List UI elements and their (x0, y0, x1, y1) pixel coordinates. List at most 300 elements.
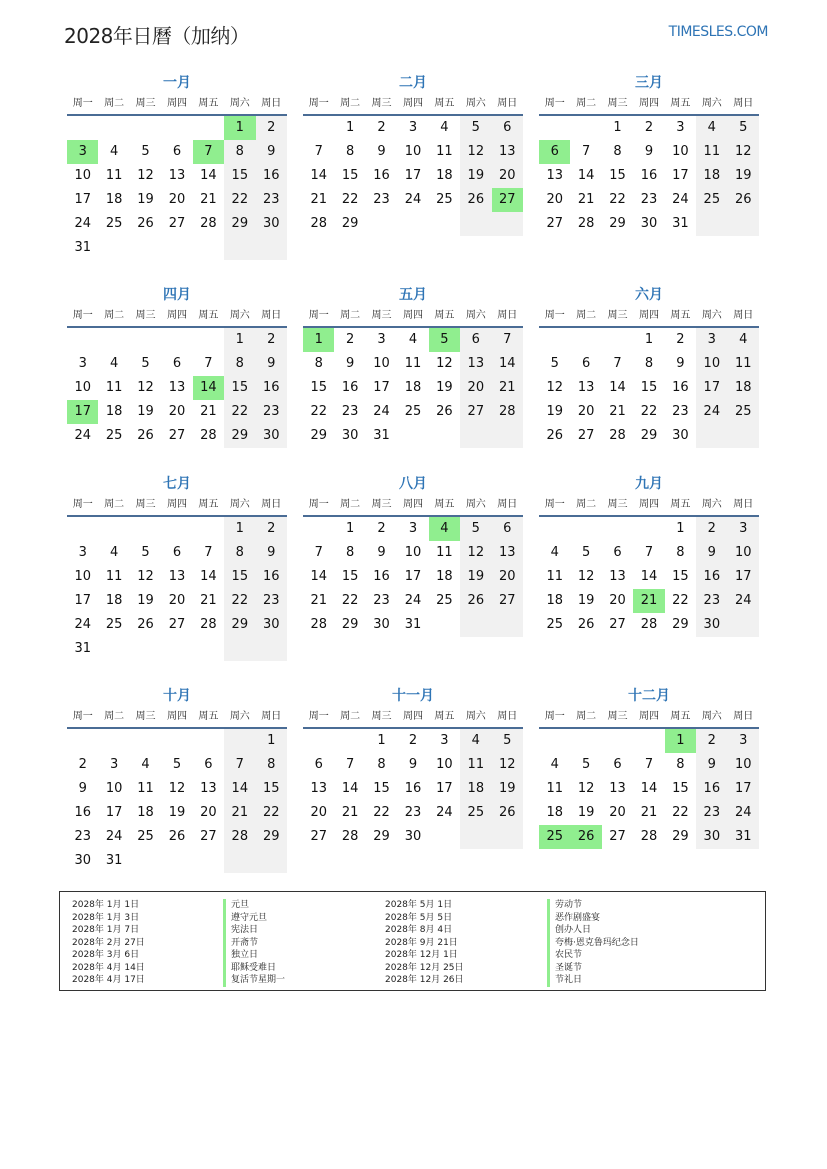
day-cell[interactable]: 11 (696, 140, 727, 164)
day-cell[interactable]: 9 (377, 545, 386, 560)
day-cell[interactable]: 6 (314, 757, 323, 772)
day-cell[interactable]: 3 (676, 120, 685, 135)
day-cell[interactable]: 9 (78, 781, 87, 796)
day-cell[interactable]: 5 (728, 116, 759, 140)
day-cell[interactable]: 31 (404, 617, 422, 632)
day-cell[interactable]: 3 (109, 757, 119, 772)
day-cell[interactable]: 30 (74, 853, 91, 868)
day-cell[interactable]: 27 (609, 829, 626, 844)
day-cell[interactable]: 18 (404, 380, 422, 395)
day-cell[interactable]: 11 (546, 781, 563, 796)
day-cell[interactable]: 27 (168, 617, 186, 632)
day-cell[interactable]: 20 (200, 805, 217, 820)
day-cell[interactable]: 17 (728, 777, 759, 801)
day-cell[interactable]: 19 (577, 593, 595, 608)
day-cell[interactable]: 11 (137, 781, 154, 796)
day-cell[interactable]: 28 (200, 428, 217, 443)
day-cell[interactable]: 12 (577, 781, 595, 796)
day-cell[interactable]: 26 (546, 428, 563, 443)
day-cell[interactable]: 29 (640, 428, 658, 443)
day-cell[interactable]: 1 (256, 729, 287, 753)
day-cell[interactable]: 11 (105, 380, 123, 395)
day-cell[interactable]: 16 (640, 168, 658, 183)
day-cell[interactable]: 30 (672, 428, 689, 443)
day-cell[interactable]: 13 (168, 380, 186, 395)
day-cell[interactable]: 5 (581, 757, 591, 772)
day-cell[interactable]: 25 (105, 428, 123, 443)
day-cell[interactable]: 7 (204, 356, 213, 371)
day-cell[interactable]: 11 (404, 356, 422, 371)
day-cell[interactable]: 27 (460, 400, 491, 424)
day-cell[interactable]: 31 (105, 853, 123, 868)
day-cell[interactable]: 30 (373, 617, 390, 632)
day-cell[interactable]: 14 (640, 781, 658, 796)
day-cell[interactable]: 2 (377, 521, 386, 536)
day-cell[interactable]: 14 (492, 352, 523, 376)
day-cell[interactable]: 23 (74, 829, 91, 844)
day-cell[interactable]: 19 (460, 164, 491, 188)
holiday-day-cell[interactable]: 3 (67, 140, 98, 164)
day-cell[interactable]: 29 (310, 428, 327, 443)
day-cell[interactable]: 29 (224, 424, 255, 448)
day-cell[interactable]: 24 (436, 805, 453, 820)
day-cell[interactable]: 2 (256, 116, 287, 140)
day-cell[interactable]: 6 (204, 757, 213, 772)
day-cell[interactable]: 8 (224, 352, 255, 376)
day-cell[interactable]: 18 (436, 168, 453, 183)
day-cell[interactable]: 28 (310, 216, 327, 231)
day-cell[interactable]: 1 (613, 120, 622, 135)
day-cell[interactable]: 10 (74, 380, 91, 395)
day-cell[interactable]: 21 (200, 593, 217, 608)
day-cell[interactable]: 18 (436, 569, 453, 584)
day-cell[interactable]: 7 (314, 144, 323, 159)
day-cell[interactable]: 16 (373, 168, 390, 183)
day-cell[interactable]: 31 (373, 428, 390, 443)
day-cell[interactable]: 16 (256, 164, 287, 188)
day-cell[interactable]: 5 (141, 356, 150, 371)
day-cell[interactable]: 21 (200, 192, 217, 207)
day-cell[interactable]: 28 (341, 829, 359, 844)
day-cell[interactable]: 20 (609, 593, 626, 608)
day-cell[interactable]: 11 (728, 352, 759, 376)
day-cell[interactable]: 16 (696, 777, 727, 801)
day-cell[interactable]: 22 (341, 192, 359, 207)
day-cell[interactable]: 20 (168, 404, 186, 419)
day-cell[interactable]: 14 (200, 569, 217, 584)
day-cell[interactable]: 2 (78, 757, 87, 772)
day-cell[interactable]: 21 (310, 192, 327, 207)
day-cell[interactable]: 7 (204, 545, 213, 560)
day-cell[interactable]: 8 (377, 757, 386, 772)
day-cell[interactable]: 6 (613, 545, 622, 560)
day-cell[interactable]: 24 (672, 192, 689, 207)
day-cell[interactable]: 3 (696, 328, 727, 352)
day-cell[interactable]: 28 (200, 216, 217, 231)
day-cell[interactable]: 24 (74, 617, 91, 632)
day-cell[interactable]: 29 (609, 216, 626, 231)
day-cell[interactable]: 16 (341, 380, 359, 395)
day-cell[interactable]: 10 (696, 352, 727, 376)
day-cell[interactable]: 20 (492, 164, 523, 188)
day-cell[interactable]: 11 (546, 569, 563, 584)
day-cell[interactable]: 25 (436, 192, 453, 207)
day-cell[interactable]: 6 (172, 144, 182, 159)
day-cell[interactable]: 10 (672, 144, 689, 159)
day-cell[interactable]: 20 (546, 192, 563, 207)
day-cell[interactable]: 2 (377, 120, 386, 135)
day-cell[interactable]: 12 (137, 168, 154, 183)
day-cell[interactable]: 30 (696, 825, 727, 849)
day-cell[interactable]: 26 (577, 617, 595, 632)
day-cell[interactable]: 17 (728, 565, 759, 589)
day-cell[interactable]: 14 (609, 380, 626, 395)
day-cell[interactable]: 15 (640, 380, 658, 395)
holiday-day-cell[interactable]: 26 (570, 825, 601, 849)
day-cell[interactable]: 20 (168, 593, 186, 608)
day-cell[interactable]: 26 (137, 216, 154, 231)
day-cell[interactable]: 19 (168, 805, 186, 820)
day-cell[interactable]: 10 (74, 569, 91, 584)
day-cell[interactable]: 13 (310, 781, 327, 796)
day-cell[interactable]: 4 (408, 332, 418, 347)
day-cell[interactable]: 17 (105, 805, 123, 820)
day-cell[interactable]: 16 (256, 565, 287, 589)
day-cell[interactable]: 13 (609, 781, 626, 796)
day-cell[interactable]: 4 (460, 729, 491, 753)
day-cell[interactable]: 10 (436, 757, 453, 772)
day-cell[interactable]: 4 (109, 144, 119, 159)
day-cell[interactable]: 10 (105, 781, 123, 796)
day-cell[interactable]: 18 (105, 192, 123, 207)
day-cell[interactable]: 31 (728, 825, 759, 849)
day-cell[interactable]: 9 (696, 753, 727, 777)
day-cell[interactable]: 2 (644, 120, 654, 135)
day-cell[interactable]: 18 (728, 376, 759, 400)
day-cell[interactable]: 3 (78, 545, 87, 560)
day-cell[interactable]: 27 (310, 829, 327, 844)
day-cell[interactable]: 21 (609, 404, 626, 419)
day-cell[interactable]: 23 (404, 805, 422, 820)
day-cell[interactable]: 20 (310, 805, 327, 820)
day-cell[interactable]: 6 (613, 757, 622, 772)
day-cell[interactable]: 30 (256, 613, 287, 637)
day-cell[interactable]: 22 (310, 404, 327, 419)
day-cell[interactable]: 15 (224, 376, 255, 400)
day-cell[interactable]: 13 (168, 168, 186, 183)
holiday-day-cell[interactable]: 1 (303, 328, 334, 352)
day-cell[interactable]: 23 (373, 593, 390, 608)
day-cell[interactable]: 15 (672, 569, 689, 584)
day-cell[interactable]: 12 (137, 569, 154, 584)
day-cell[interactable]: 16 (74, 805, 91, 820)
day-cell[interactable]: 8 (644, 356, 654, 371)
day-cell[interactable]: 25 (436, 593, 453, 608)
day-cell[interactable]: 25 (105, 216, 123, 231)
day-cell[interactable]: 21 (640, 805, 658, 820)
day-cell[interactable]: 8 (345, 545, 355, 560)
holiday-day-cell[interactable]: 17 (67, 400, 98, 424)
day-cell[interactable]: 9 (408, 757, 418, 772)
day-cell[interactable]: 3 (408, 120, 418, 135)
day-cell[interactable]: 12 (168, 781, 186, 796)
holiday-day-cell[interactable]: 1 (665, 729, 696, 753)
day-cell[interactable]: 3 (377, 332, 386, 347)
day-cell[interactable]: 30 (256, 212, 287, 236)
day-cell[interactable]: 9 (256, 140, 287, 164)
day-cell[interactable]: 18 (105, 404, 123, 419)
day-cell[interactable]: 18 (460, 777, 491, 801)
day-cell[interactable]: 18 (105, 593, 123, 608)
day-cell[interactable]: 20 (577, 404, 595, 419)
day-cell[interactable]: 31 (74, 240, 91, 255)
day-cell[interactable]: 24 (728, 589, 759, 613)
day-cell[interactable]: 19 (577, 805, 595, 820)
day-cell[interactable]: 26 (460, 188, 491, 212)
day-cell[interactable]: 8 (676, 757, 685, 772)
day-cell[interactable]: 23 (696, 589, 727, 613)
day-cell[interactable]: 7 (492, 328, 523, 352)
day-cell[interactable]: 1 (345, 120, 355, 135)
day-cell[interactable]: 25 (105, 617, 123, 632)
day-cell[interactable]: 16 (256, 376, 287, 400)
day-cell[interactable]: 24 (696, 400, 727, 424)
day-cell[interactable]: 19 (728, 164, 759, 188)
day-cell[interactable]: 25 (696, 188, 727, 212)
day-cell[interactable]: 11 (105, 168, 123, 183)
day-cell[interactable]: 23 (373, 192, 390, 207)
day-cell[interactable]: 19 (436, 380, 453, 395)
day-cell[interactable]: 7 (581, 144, 591, 159)
day-cell[interactable]: 15 (224, 565, 255, 589)
day-cell[interactable]: 27 (609, 617, 626, 632)
day-cell[interactable]: 16 (672, 380, 689, 395)
day-cell[interactable]: 17 (672, 168, 689, 183)
holiday-day-cell[interactable]: 7 (193, 140, 224, 164)
day-cell[interactable]: 16 (696, 565, 727, 589)
day-cell[interactable]: 23 (256, 589, 287, 613)
day-cell[interactable]: 30 (341, 428, 359, 443)
day-cell[interactable]: 10 (404, 144, 422, 159)
day-cell[interactable]: 10 (74, 168, 91, 183)
day-cell[interactable]: 22 (609, 192, 626, 207)
day-cell[interactable]: 5 (492, 729, 523, 753)
day-cell[interactable]: 13 (460, 352, 491, 376)
day-cell[interactable]: 30 (696, 613, 727, 637)
day-cell[interactable]: 17 (696, 376, 727, 400)
day-cell[interactable]: 13 (546, 168, 563, 183)
holiday-day-cell[interactable]: 14 (193, 376, 224, 400)
day-cell[interactable]: 21 (492, 376, 523, 400)
holiday-day-cell[interactable]: 21 (633, 589, 664, 613)
day-cell[interactable]: 8 (613, 144, 622, 159)
day-cell[interactable]: 19 (546, 404, 563, 419)
day-cell[interactable]: 4 (141, 757, 150, 772)
day-cell[interactable]: 15 (224, 164, 255, 188)
day-cell[interactable]: 20 (492, 565, 523, 589)
day-cell[interactable]: 16 (373, 569, 390, 584)
day-cell[interactable]: 8 (224, 541, 255, 565)
day-cell[interactable]: 14 (640, 569, 658, 584)
day-cell[interactable]: 2 (256, 517, 287, 541)
day-cell[interactable]: 5 (460, 517, 491, 541)
day-cell[interactable]: 11 (436, 545, 453, 560)
day-cell[interactable]: 13 (168, 569, 186, 584)
day-cell[interactable]: 10 (728, 541, 759, 565)
day-cell[interactable]: 26 (436, 404, 453, 419)
day-cell[interactable]: 10 (373, 356, 390, 371)
day-cell[interactable]: 9 (377, 144, 386, 159)
day-cell[interactable]: 14 (577, 168, 595, 183)
day-cell[interactable]: 15 (341, 168, 359, 183)
day-cell[interactable]: 11 (105, 569, 123, 584)
day-cell[interactable]: 17 (404, 168, 422, 183)
day-cell[interactable]: 15 (672, 781, 689, 796)
day-cell[interactable]: 14 (310, 569, 327, 584)
day-cell[interactable]: 2 (345, 332, 355, 347)
day-cell[interactable]: 25 (460, 801, 491, 825)
day-cell[interactable]: 1 (676, 521, 685, 536)
day-cell[interactable]: 21 (341, 805, 359, 820)
day-cell[interactable]: 25 (728, 400, 759, 424)
day-cell[interactable]: 29 (341, 617, 359, 632)
day-cell[interactable]: 12 (137, 380, 154, 395)
holiday-day-cell[interactable]: 5 (429, 328, 460, 352)
day-cell[interactable]: 20 (168, 192, 186, 207)
day-cell[interactable]: 12 (728, 140, 759, 164)
day-cell[interactable]: 22 (256, 801, 287, 825)
day-cell[interactable]: 1 (224, 328, 255, 352)
day-cell[interactable]: 19 (137, 192, 154, 207)
day-cell[interactable]: 29 (224, 212, 255, 236)
day-cell[interactable]: 22 (672, 805, 689, 820)
day-cell[interactable]: 28 (310, 617, 327, 632)
day-cell[interactable]: 3 (728, 517, 759, 541)
day-cell[interactable]: 1 (224, 517, 255, 541)
day-cell[interactable]: 4 (550, 545, 559, 560)
day-cell[interactable]: 22 (341, 593, 359, 608)
day-cell[interactable]: 25 (137, 829, 154, 844)
day-cell[interactable]: 17 (373, 380, 390, 395)
day-cell[interactable]: 17 (74, 192, 91, 207)
day-cell[interactable]: 6 (460, 328, 491, 352)
day-cell[interactable]: 9 (676, 356, 685, 371)
day-cell[interactable]: 3 (78, 356, 87, 371)
day-cell[interactable]: 28 (640, 617, 658, 632)
day-cell[interactable]: 9 (696, 541, 727, 565)
day-cell[interactable]: 11 (460, 753, 491, 777)
day-cell[interactable]: 24 (74, 428, 91, 443)
day-cell[interactable]: 9 (644, 144, 654, 159)
day-cell[interactable]: 23 (640, 192, 658, 207)
day-cell[interactable]: 3 (728, 729, 759, 753)
day-cell[interactable]: 4 (109, 356, 119, 371)
day-cell[interactable]: 3 (440, 733, 449, 748)
day-cell[interactable]: 15 (373, 781, 390, 796)
day-cell[interactable]: 5 (141, 144, 150, 159)
day-cell[interactable]: 7 (224, 753, 255, 777)
day-cell[interactable]: 21 (224, 801, 255, 825)
day-cell[interactable]: 29 (341, 216, 359, 231)
day-cell[interactable]: 14 (310, 168, 327, 183)
day-cell[interactable]: 22 (640, 404, 658, 419)
day-cell[interactable]: 9 (256, 541, 287, 565)
day-cell[interactable]: 24 (373, 404, 390, 419)
day-cell[interactable]: 5 (581, 545, 591, 560)
day-cell[interactable]: 26 (137, 428, 154, 443)
day-cell[interactable]: 28 (224, 825, 255, 849)
day-cell[interactable]: 5 (550, 356, 559, 371)
day-cell[interactable]: 26 (137, 617, 154, 632)
day-cell[interactable]: 5 (141, 545, 150, 560)
day-cell[interactable]: 26 (492, 801, 523, 825)
day-cell[interactable]: 2 (408, 733, 418, 748)
day-cell[interactable]: 12 (460, 541, 491, 565)
day-cell[interactable]: 15 (341, 569, 359, 584)
day-cell[interactable]: 27 (546, 216, 563, 231)
day-cell[interactable]: 30 (256, 424, 287, 448)
day-cell[interactable]: 26 (168, 829, 186, 844)
day-cell[interactable]: 29 (224, 613, 255, 637)
day-cell[interactable]: 9 (345, 356, 355, 371)
day-cell[interactable]: 10 (404, 545, 422, 560)
day-cell[interactable]: 6 (581, 356, 591, 371)
day-cell[interactable]: 27 (168, 216, 186, 231)
day-cell[interactable]: 22 (224, 589, 255, 613)
day-cell[interactable]: 12 (577, 569, 595, 584)
day-cell[interactable]: 27 (577, 428, 595, 443)
day-cell[interactable]: 12 (436, 356, 453, 371)
day-cell[interactable]: 25 (546, 617, 563, 632)
day-cell[interactable]: 7 (314, 545, 323, 560)
day-cell[interactable]: 23 (256, 400, 287, 424)
day-cell[interactable]: 2 (256, 328, 287, 352)
day-cell[interactable]: 8 (345, 144, 355, 159)
day-cell[interactable]: 4 (109, 545, 119, 560)
day-cell[interactable]: 24 (728, 801, 759, 825)
day-cell[interactable]: 18 (137, 805, 154, 820)
day-cell[interactable]: 17 (74, 593, 91, 608)
holiday-day-cell[interactable]: 25 (539, 825, 570, 849)
day-cell[interactable]: 22 (224, 188, 255, 212)
day-cell[interactable]: 28 (577, 216, 595, 231)
day-cell[interactable]: 8 (676, 545, 685, 560)
day-cell[interactable]: 7 (613, 356, 622, 371)
day-cell[interactable]: 18 (546, 805, 563, 820)
day-cell[interactable]: 13 (609, 569, 626, 584)
day-cell[interactable]: 23 (341, 404, 359, 419)
day-cell[interactable]: 7 (644, 545, 654, 560)
day-cell[interactable]: 20 (460, 376, 491, 400)
day-cell[interactable]: 27 (168, 428, 186, 443)
day-cell[interactable]: 15 (310, 380, 327, 395)
day-cell[interactable]: 10 (728, 753, 759, 777)
day-cell[interactable]: 30 (404, 829, 422, 844)
day-cell[interactable]: 13 (492, 541, 523, 565)
day-cell[interactable]: 26 (460, 589, 491, 613)
day-cell[interactable]: 19 (460, 565, 491, 589)
day-cell[interactable]: 17 (404, 569, 422, 584)
day-cell[interactable]: 13 (200, 781, 217, 796)
day-cell[interactable]: 28 (492, 400, 523, 424)
day-cell[interactable]: 20 (609, 805, 626, 820)
holiday-day-cell[interactable]: 1 (224, 116, 255, 140)
day-cell[interactable]: 14 (224, 777, 255, 801)
day-cell[interactable]: 6 (492, 517, 523, 541)
day-cell[interactable]: 24 (105, 829, 123, 844)
day-cell[interactable]: 24 (404, 192, 422, 207)
day-cell[interactable]: 17 (436, 781, 453, 796)
